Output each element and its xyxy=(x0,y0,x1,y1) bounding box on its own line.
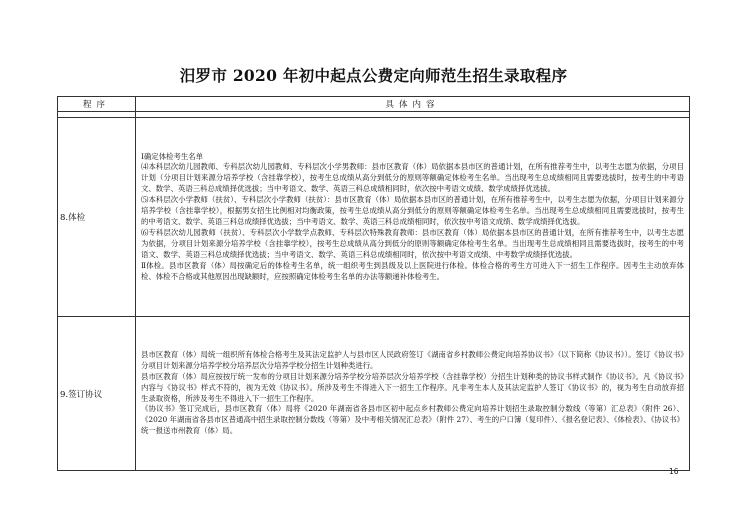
row-content-agreement xyxy=(136,317,690,471)
row-label-exam: 8.体检 xyxy=(58,118,136,317)
content-line: ⑹专科层次幼儿园教师（扶贫）、专科层次小学数学点教师、专科层次特殊教育教师：县市区教育（体）局依据本县市区的普通计划，在所有推荐考生中，以考生志愿为依据，分项目计划来源分培养学校（含挂靠学校），按考生总成绩从高分到低分的原则等额确定体检考生名单。当出现考生总成绩相同且需要选拔时，按考生的中考语文、数学、英语三科总成绩择优选拔；当中考语文、数学、英语三科总成绩相同时，依次按中考语文成绩、中考数学成绩择优选拔。 xyxy=(141,227,684,259)
page-title: 汨罗市 2020 年初中起点公费定向师范生招生录取程序 xyxy=(179,66,568,85)
row-label-agreement: 9.签订协议 xyxy=(58,317,136,471)
page-number: 16 xyxy=(669,467,679,476)
content-line: ⑷本科层次幼儿园教师、专科层次幼儿园教师、专科层次小学男教师：县市区教育（体）局依据本县市区的普通计划，在所有推荐考生中，以考生志愿为依据，分项目计划（分项目计划来源分培养学校（含挂靠学校），按考生总成绩从高分到低分的原则等额确定体检考生名单。当出现考生总成绩相同且需要选拔时，按考生的中考语文、数学、英语三科总成绩择优选拔；当中考语文、数学、英语三科总成绩相同时，依次按中考语文成绩、数学成绩择优选拔。 xyxy=(141,162,684,194)
table-row-exam xyxy=(58,118,690,317)
content-line: ⑸本科层次小学教师（扶贫）、专科层次小学教师（扶贫）：县市区教育（体）局依据本县市区的普通计划，在所有推荐考生中，以考生志愿为依据，分项目计划来源分培养学校（含挂靠学校），根据男女招生比例相对均衡政策，按考生总成绩从高分到低分的原则等额确定体检考生名单。当出现考生总成绩相同且需要选拔时，按考生的中考语文、数学、英语三科总成绩择优选拔；当中考语文、数学、英语三科总成绩相同时，依次按中考语文成绩、数学成绩择优选拔。 xyxy=(141,195,684,226)
content-line: 县市区教育（体）局统一组织所有体检合格考生及其法定监护人与县市区人民政府签订《湖南省乡村教师公费定向培养协议书》（以下简称《协议书》）。签订《协议书》分项目计划来源分培养学校分培养层次分培养学校分招生计划种类进行。 xyxy=(141,349,684,370)
procedure-table xyxy=(57,96,690,471)
content-line: 《协议书》签订完成后，县市区教育（体）局将《2020 年湖南省各县市区初中起点乡村教师公费定向培养计划招生录取控制分数线（等第）汇总表》（附件 26）、《2020 年湖南省各县市区普通高中招生录取控制分数线（等第）及中考相关情况汇总表》（附件 27）、考生的户口簿（复印件）、《报名登记表》、《体检表》、《协议书》统一报送市州教育（体）局。 xyxy=(141,404,684,436)
content-line: Ⅱ体检。县市区教育（体）局按确定后的体检考生名单，统一组织考生到县级及以上医院进行体检。体检合格的考生方可进入下一招生工作程序。因考生主动放弃体检、体检不合格或其他原因出现缺额时，应按照确定体检考生名单的办法等额递补体检考生。 xyxy=(141,260,684,281)
table-row-agreement xyxy=(58,317,690,471)
header-row xyxy=(58,97,690,112)
header-step: 程序 xyxy=(58,97,136,112)
row-content-exam xyxy=(136,118,690,317)
header-content: 具体内容 xyxy=(136,97,690,112)
content-line: 县市区教育（体）局应按按厅统一发布的分项目计划来源分培养学校分培养层次分培养学校（含挂靠学校）分招生计划种类的协议书样式制作《协议书》。凡《协议书》内容与《协议书》样式不符的，视为无效《协议书》。所涉及考生不得进入下一招生工作程序。凡非考生本人及其法定监护人签订《协议书》的，视为考生自动放弃招生录取资格，所涉及考生不得进入下一招生工作程序。 xyxy=(141,371,684,403)
content-line: Ⅰ确定体检考生名单 xyxy=(141,151,204,161)
